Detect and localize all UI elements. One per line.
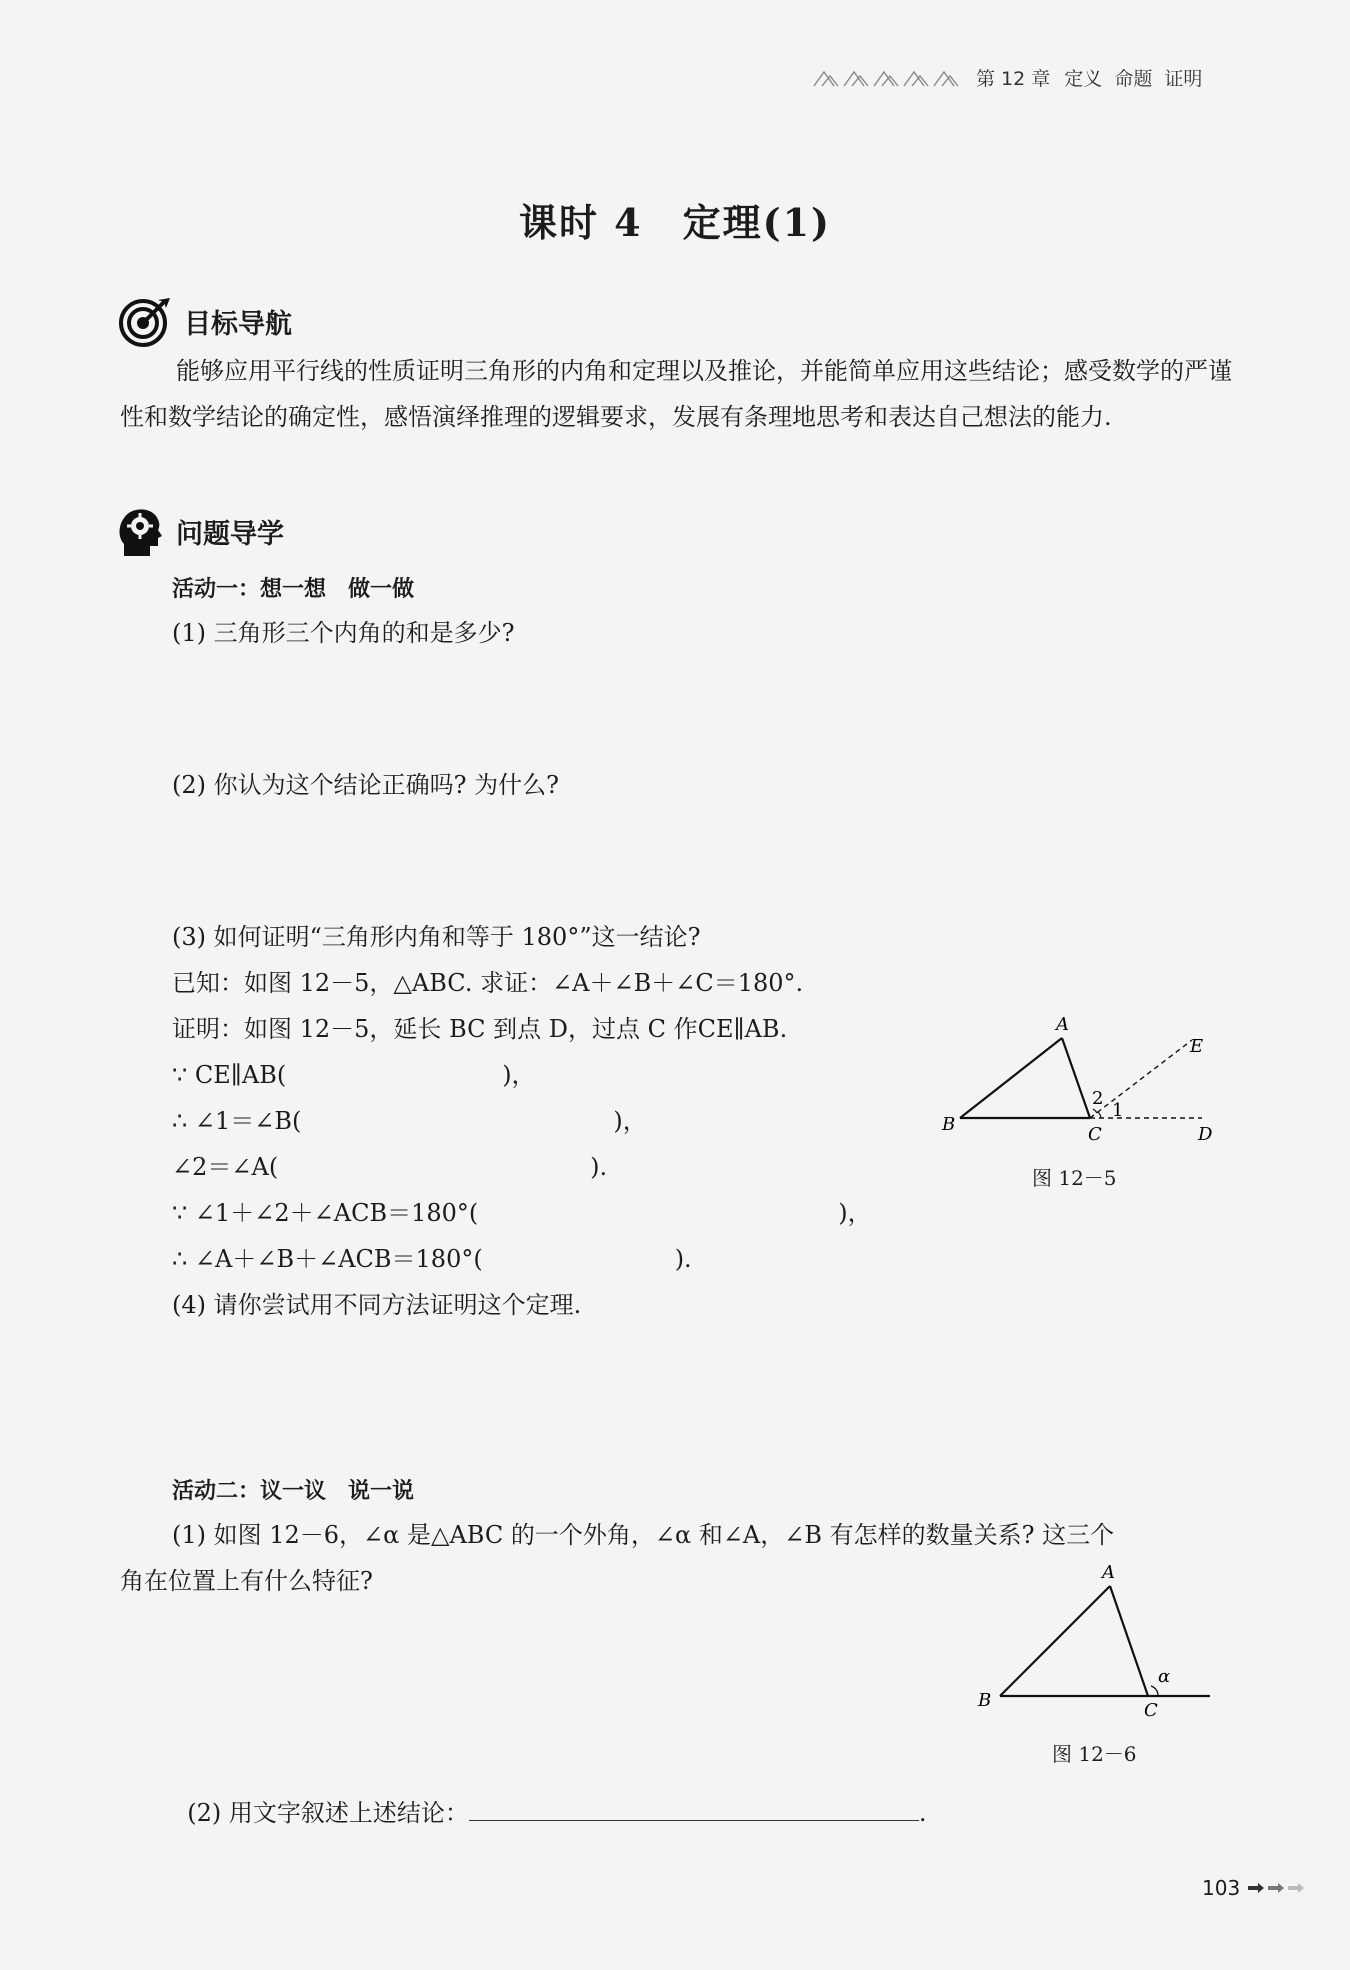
parallel-ce <box>1090 1040 1192 1118</box>
target-icon <box>118 294 172 348</box>
page-title: 课时 4 定理(1) <box>518 200 832 245</box>
activity-one-question-4: (4) 请你尝试用不同方法证明这个定理. <box>172 1291 582 1319</box>
section-goal-title: 目标导航 <box>184 308 292 340</box>
angle-1-arc <box>1098 1112 1101 1118</box>
activity-one-question-3: (3) 如何证明“三角形内角和等于 180°”这一结论? <box>172 923 701 951</box>
activity-two-heading: 活动二：议一议 说一说 <box>172 1479 415 1504</box>
proof-step-5: ∴ ∠A＋∠B＋∠ACB＝180°( ). <box>172 1245 692 1273</box>
proof-step-1: ∵ CE∥AB( )， <box>172 1061 536 1089</box>
angle-2-arc <box>1093 1109 1097 1113</box>
figure-12-5-caption: 图 12－5 <box>1032 1166 1117 1190</box>
chapter-label: 第 12 章 <box>976 67 1051 90</box>
activity-one-question-2: (2) 你认为这个结论正确吗? 为什么? <box>172 771 559 799</box>
mountain-decoration-icon <box>812 66 962 88</box>
label-angle-1: 1 <box>1112 1100 1124 1121</box>
answer-blank[interactable] <box>469 1796 919 1821</box>
chapter-topics: 定义 命题 证明 <box>1064 67 1203 90</box>
head-gear-icon <box>116 504 164 558</box>
section-guide-heading <box>116 504 284 558</box>
label-c: C <box>1144 1700 1158 1720</box>
triangle-side-ac <box>1110 1586 1148 1696</box>
arrow-right-icons <box>1246 1881 1306 1895</box>
section-goal-heading <box>118 294 292 348</box>
figure-12-6-caption: 图 12－6 <box>1052 1742 1137 1766</box>
label-b: B <box>942 1114 956 1135</box>
proof-step-4: ∵ ∠1＋∠2＋∠ACB＝180°( )， <box>172 1199 872 1227</box>
label-b: B <box>978 1690 992 1711</box>
label-d: D <box>1198 1124 1213 1145</box>
period: . <box>918 1799 927 1827</box>
proof-step-2: ∴ ∠1＝∠B( )， <box>172 1107 647 1135</box>
page-footer <box>1202 1876 1306 1900</box>
activity-two-question-1-line-1: (1) 如图 12－6，∠α 是△ABC 的一个外角，∠α 和∠A，∠B 有怎样的数量关系? 这三个 <box>172 1521 1115 1549</box>
figure-12-6 <box>970 1560 1220 1720</box>
activity-one-heading: 活动一：想一想 做一做 <box>172 577 415 602</box>
label-alpha: α <box>1158 1666 1171 1687</box>
section-guide-title: 问题导学 <box>176 518 284 550</box>
goal-paragraph: 能够应用平行线的性质证明三角形的内角和定理以及推论，并能简单应用这些结论；感受数学的严谨性和数学结论的确定性，感悟演绎推理的逻辑要求，发展有条理地思考和表达自己想法的能力. <box>120 357 1232 431</box>
question-2-text: (2) 用文字叙述上述结论： <box>187 1799 469 1827</box>
angle-alpha-arc <box>1151 1686 1158 1696</box>
label-e: E <box>1190 1036 1204 1057</box>
page-number: 103 <box>1202 1876 1241 1900</box>
label-a: A <box>1102 1562 1115 1583</box>
triangle-side-ac <box>1062 1038 1090 1118</box>
label-c: C <box>1088 1124 1102 1145</box>
figure-12-5 <box>930 1000 1230 1160</box>
activity-one-question-1: (1) 三角形三个内角的和是多少? <box>172 619 515 647</box>
proof-intro: 证明：如图 12－5，延长 BC 到点 D，过点 C 作CE∥AB. <box>172 1015 788 1043</box>
proof-step-3: ∠2＝∠A( ). <box>172 1153 608 1181</box>
proof-given: 已知：如图 12－5，△ABC. 求证：∠A＋∠B＋∠C＝180°. <box>172 969 804 997</box>
page-header <box>812 62 1202 92</box>
label-a: A <box>1056 1014 1069 1035</box>
label-angle-2: 2 <box>1092 1088 1104 1109</box>
activity-two-question-2 <box>172 1744 927 1827</box>
triangle-side-ba <box>1000 1586 1110 1696</box>
triangle-side-ba <box>960 1038 1062 1118</box>
activity-two-question-1-line-2: 角在位置上有什么特征? <box>120 1567 373 1595</box>
